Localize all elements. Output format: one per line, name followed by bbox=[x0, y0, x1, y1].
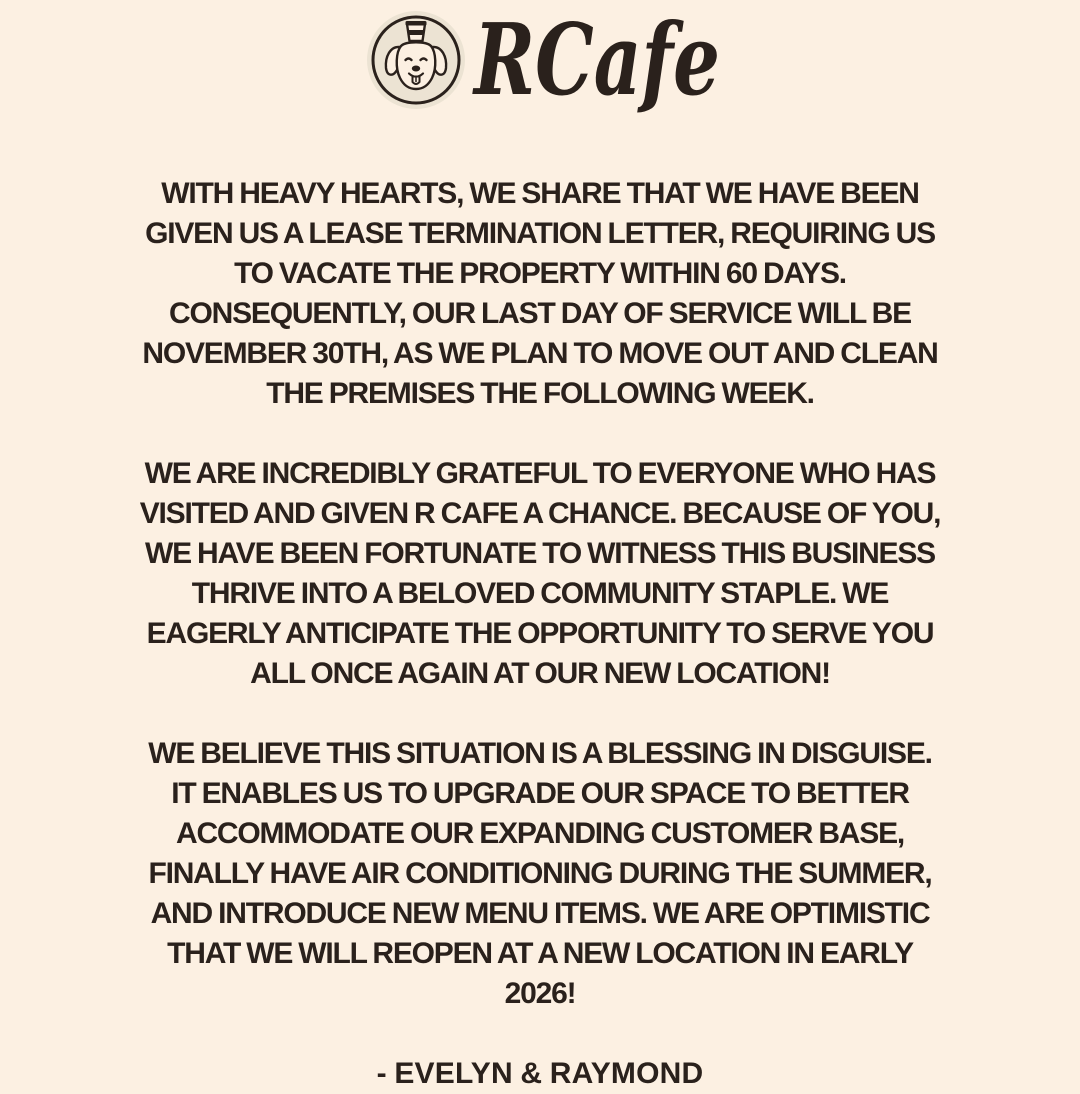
signature: - EVELYN & RAYMOND bbox=[376, 1057, 704, 1090]
text-line: ACCOMMODATE OUR EXPANDING CUSTOMER BASE, bbox=[175, 817, 905, 850]
text-line: NOVEMBER 30TH, AS WE PLAN TO MOVE OUT AND CLEAN bbox=[142, 337, 938, 370]
text-line: WITH HEAVY HEARTS, WE SHARE THAT WE HAVE BEEN bbox=[161, 177, 919, 210]
paragraph-lease-termination bbox=[60, 174, 1020, 414]
text-line: 2026! bbox=[504, 977, 576, 1010]
text-line: WE ARE INCREDIBLY GRATEFUL TO EVERYONE WHO HAS bbox=[144, 457, 936, 490]
text-line: VISITED AND GIVEN R CAFE A CHANCE. BECAUSE OF YOU, bbox=[139, 497, 941, 530]
rcafe-wordmark bbox=[471, 3, 726, 120]
paragraph-new-location bbox=[60, 734, 1020, 1014]
text-line: AND INTRODUCE NEW MENU ITEMS. WE ARE OPTIMISTIC bbox=[150, 897, 930, 930]
text-line: TO VACATE THE PROPERTY WITHIN 60 DAYS. bbox=[234, 257, 846, 290]
paragraph-gratitude bbox=[60, 454, 1020, 694]
wordmark-text: RCafe bbox=[471, 3, 720, 118]
text-line: THAT WE WILL REOPEN AT A NEW LOCATION IN EARLY bbox=[167, 937, 913, 970]
text-line: IT ENABLES US TO UPGRADE OUR SPACE TO BETTER bbox=[171, 777, 909, 810]
text-line: WE BELIEVE THIS SITUATION IS A BLESSING IN DISGUISE. bbox=[148, 737, 932, 770]
rcafe-logo bbox=[366, 3, 726, 120]
dog-with-coffee-cup-hat-icon bbox=[366, 10, 466, 110]
text-line: FINALLY HAVE AIR CONDITIONING DURING THE SUMMER, bbox=[148, 857, 932, 890]
text-line: EAGERLY ANTICIPATE THE OPPORTUNITY TO SERVE YOU bbox=[146, 617, 934, 650]
text-line: ALL ONCE AGAIN AT OUR NEW LOCATION! bbox=[250, 657, 830, 690]
text-line: THE PREMISES THE FOLLOWING WEEK. bbox=[266, 377, 814, 410]
announcement-statement bbox=[60, 174, 1020, 1094]
text-line: THRIVE INTO A BELOVED COMMUNITY STAPLE. WE bbox=[191, 577, 889, 610]
text-line: CONSEQUENTLY, OUR LAST DAY OF SERVICE WILL BE bbox=[169, 297, 911, 330]
text-line: GIVEN US A LEASE TERMINATION LETTER, REQUIRING US bbox=[145, 217, 935, 250]
text-line: WE HAVE BEEN FORTUNATE TO WITNESS THIS BUSINESS bbox=[145, 537, 935, 570]
